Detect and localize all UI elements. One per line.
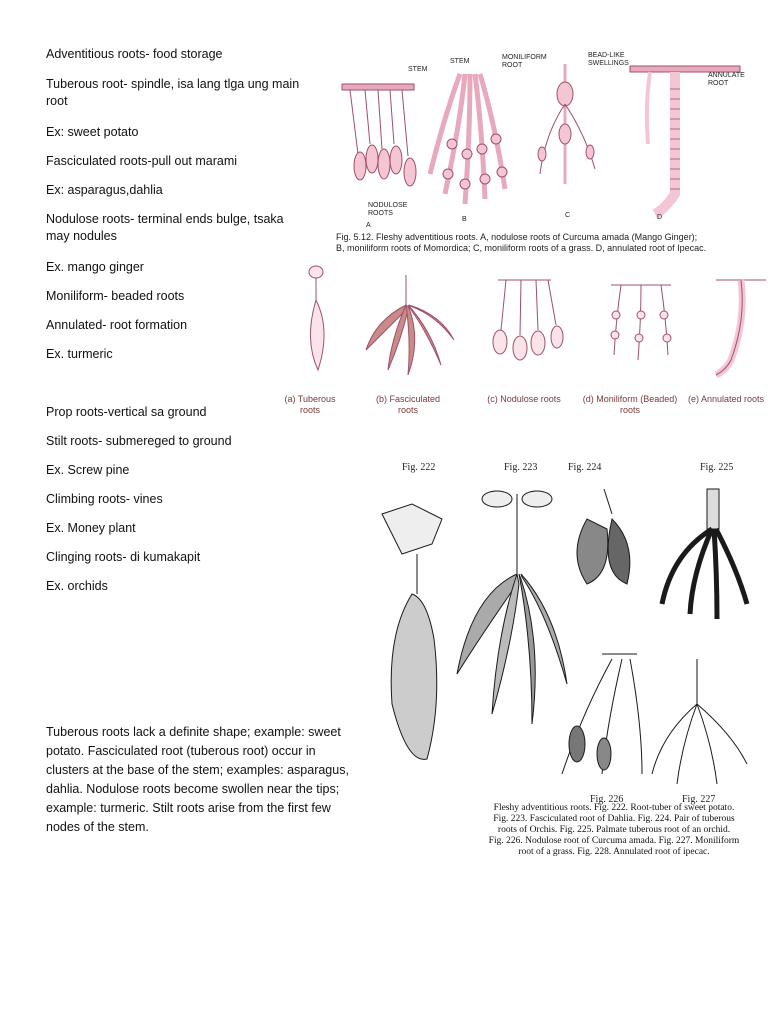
label-fig224: Fig. 224 bbox=[568, 462, 602, 473]
figure-fleshy-roots-engraving bbox=[372, 460, 768, 870]
figure3-caption-line2: Fig. 223. Fasciculated root of Dahlia. Fig. 224. Pair of tuberous bbox=[493, 814, 735, 824]
note-line: Ex. Money plant bbox=[46, 521, 136, 535]
note-line: Tuberous root- spindle, isa lang tlga ung main root bbox=[46, 77, 300, 108]
label-fasciculated: (b) Fasciculated roots bbox=[375, 394, 441, 415]
note-line: Moniliform- beaded roots bbox=[46, 289, 185, 303]
label-fig227: Fig. 227 bbox=[682, 794, 716, 805]
label-annulate: ANNULATE ROOT bbox=[708, 72, 745, 87]
note-line: Ex. mango ginger bbox=[46, 260, 144, 274]
note-line: Adventitious roots- food storage bbox=[46, 47, 223, 61]
figure3-caption-line1: Fleshy adventitious roots. Fig. 222. Root-tuber of sweet potato. bbox=[493, 803, 735, 813]
figure-root-types-row bbox=[276, 260, 768, 420]
label-annulated: (e) Annulated roots bbox=[687, 394, 765, 404]
label-nodulose: NODULOSE ROOTS bbox=[368, 202, 408, 217]
label-nodulose: (c) Nodulose roots bbox=[487, 394, 561, 404]
root-types-illustration bbox=[276, 260, 768, 385]
note-line: Ex. Screw pine bbox=[46, 463, 130, 477]
label-fig225: Fig. 225 bbox=[700, 462, 734, 473]
note-line: Stilt roots- submereged to ground bbox=[46, 434, 232, 448]
figure3-caption-line4: Fig. 226. Nodulose root of Curcuma amada. Fig. 227. Moniliform bbox=[488, 836, 740, 846]
label-b: B bbox=[462, 216, 467, 223]
pink-roots-illustration bbox=[330, 44, 768, 224]
figure3-caption-line5: root of a grass. Fig. 228. Annulated root of ipecac. bbox=[518, 847, 710, 857]
label-tuberous: (a) Tuberous roots bbox=[284, 394, 336, 415]
note-line: Clinging roots- di kumakapit bbox=[46, 550, 201, 564]
engraving-illustration bbox=[372, 474, 768, 804]
label-stem-a: STEM bbox=[408, 66, 428, 73]
label-fig223: Fig. 223 bbox=[504, 462, 538, 473]
note-line: Fasciculated roots-pull out marami bbox=[46, 154, 238, 168]
figure1-caption-line2: B, moniliform roots of Momordica; C, moniliform roots of a grass. D, annulated root of Ipecac. bbox=[336, 243, 707, 253]
label-moniliform: MONILIFORM ROOT bbox=[502, 54, 547, 69]
label-stem-b: STEM bbox=[450, 58, 470, 65]
figure-fleshy-roots-pink bbox=[330, 44, 768, 254]
label-moniliform: (d) Moniliform (Beaded) roots bbox=[582, 394, 678, 415]
figure3-caption-line3: roots of Orchis. Fig. 225. Palmate tuberous root of an orchid. bbox=[497, 825, 731, 835]
note-line: Ex. orchids bbox=[46, 579, 108, 593]
note-line: Ex: sweet potato bbox=[46, 125, 139, 139]
figure1-caption-line1: Fig. 5.12. Fleshy adventitious roots. A, nodulose roots of Curcuma amada (Mango Ginger); bbox=[336, 232, 698, 242]
label-d: D bbox=[657, 214, 663, 221]
note-line: Ex: asparagus,dahlia bbox=[46, 183, 163, 197]
label-a: A bbox=[366, 222, 371, 229]
summary-paragraph: Tuberous roots lack a definite shape; example: sweet potato. Fasciculated root (tuberous root) occur in clusters at the base of the stem; examples: asparagus, dahlia. Nodulose roots become swollen near the tips; example: turmeric. Stilt roots arise from the first few nodes of the stem. bbox=[46, 725, 349, 834]
note-line: Ex. turmeric bbox=[46, 347, 113, 361]
label-c: C bbox=[565, 212, 571, 219]
label-beadlike: BEAD-LIKE SWELLINGS bbox=[588, 52, 629, 67]
label-fig222: Fig. 222 bbox=[402, 462, 436, 473]
note-line: Annulated- root formation bbox=[46, 318, 188, 332]
label-fig226: Fig. 226 bbox=[590, 794, 624, 805]
note-line: Prop roots-vertical sa ground bbox=[46, 405, 207, 419]
note-line: Nodulose roots- terminal ends bulge, tsaka may nodules bbox=[46, 212, 284, 243]
note-line: Climbing roots- vines bbox=[46, 492, 163, 506]
